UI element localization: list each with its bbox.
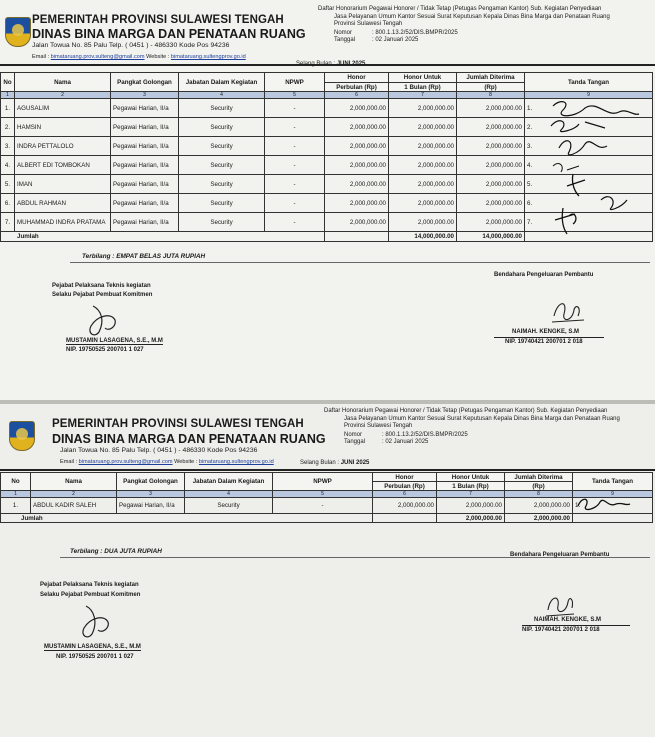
col-header-honor-untuk-sub: 1 Bulan (Rp) [437, 482, 505, 491]
terbilang-rule [70, 262, 650, 263]
signatory-left-title2: Selaku Pejabat Pembuat Komitmen [40, 592, 141, 598]
cell-jumlah: 2,000,000.00 [457, 194, 525, 213]
cell-jumlah: 2,000,000.00 [457, 156, 525, 175]
tanggal-label: Tanggal [344, 439, 366, 446]
cell-no: 1. [1, 498, 31, 514]
website-link[interactable]: bimataruang.sultengprov.go.id [170, 54, 246, 60]
nomor-value: : 800.1.13.2/52/DIS.BMPR/2025 [382, 431, 468, 438]
table-row [1, 498, 653, 514]
description-line: Jasa Pelayanan Umum Kantor Sesuai Surat Keputusan Kepala Dinas Bina Marga dan Penataan Ruang [344, 415, 620, 422]
cell-jumlah: 2,000,000.00 [457, 175, 525, 194]
signature-left-icon [72, 600, 132, 644]
cell-honor: 2,000,000.00 [325, 175, 389, 194]
cell-nama: MUHAMMAD INDRA PRATAMA [15, 213, 111, 232]
terbilang: Terbilang : DUA JUTA RUPIAH [70, 548, 162, 555]
total-jumlah: 14,000,000.00 [457, 232, 525, 242]
cell-nama: AGUSALIM [15, 99, 111, 118]
province-emblem-icon [9, 421, 35, 451]
col-header-npwp: NPWP [265, 73, 325, 92]
signature-7-icon [555, 208, 576, 234]
cell-no: 4. [1, 156, 15, 175]
cell-honor-bulan: 2,000,000.00 [437, 498, 505, 514]
cell-jabatan: Security [179, 194, 265, 213]
cell-honor: 2,000,000.00 [325, 213, 389, 232]
signatory-left-name: MUSTAMIN LASAGENA, S.E., M.M [66, 338, 163, 344]
cell-golongan: Pegawai Harian, II/a [111, 175, 179, 194]
cell-honor-bulan: 2,000,000.00 [389, 99, 457, 118]
cell-golongan: Pegawai Harian, II/a [111, 156, 179, 175]
description-line: Provinsi Sulawesi Tengah [334, 21, 403, 28]
cell-honor-bulan: 2,000,000.00 [389, 137, 457, 156]
col-header-honor: Honor [325, 73, 389, 83]
total-honor-bulan: 14,000,000.00 [389, 232, 457, 242]
signatory-right-nip: NIP. 19740421 200701 2 018 [522, 627, 600, 633]
total-row [1, 514, 653, 523]
signature-2-icon [551, 121, 605, 132]
cell-honor: 2,000,000.00 [325, 99, 389, 118]
cell-signature: 4. [525, 156, 653, 175]
cell-no: 6. [1, 194, 15, 213]
cell-honor: 2,000,000.00 [325, 194, 389, 213]
terbilang-value: EMPAT BELAS JUTA RUPIAH [116, 253, 206, 260]
cell-jumlah: 2,000,000.00 [457, 213, 525, 232]
signature-3-icon [559, 141, 607, 155]
cell-npwp: - [273, 498, 373, 514]
total-jumlah: 2,000,000.00 [505, 514, 573, 523]
col-header-jumlah-sub: (Rp) [505, 482, 573, 491]
cell-jumlah: 2,000,000.00 [457, 118, 525, 137]
signatory-right-title: Bendahara Pengeluaran Pembantu [494, 272, 594, 278]
signature-4-icon [553, 164, 579, 172]
signatory-left-name: MUSTAMIN LASAGENA, S.E., M.M [44, 644, 141, 650]
signatory-right-title: Bendahara Pengeluaran Pembantu [510, 552, 610, 558]
description-line: Jasa Pelayanan Umum Kantor Sesuai Surat Keputusan Kepala Dinas Bina Marga dan Penataan Ruang [334, 13, 610, 20]
letterhead-rule [0, 469, 655, 471]
cell-npwp: - [265, 137, 325, 156]
period-value: JUNI 2025 [336, 61, 366, 67]
cell-golongan: Pegawai Harian, II/a [111, 194, 179, 213]
signatory-left-nip: NIP. 19750525 200701 1 027 [66, 347, 144, 353]
cell-golongan: Pegawai Harian, II/a [111, 213, 179, 232]
cell-npwp: - [265, 118, 325, 137]
website-link[interactable]: bimataruang.sultengprov.go.id [198, 459, 274, 465]
signature-6-icon [601, 197, 627, 210]
cell-nama: ABDUL KADIR SALEH [31, 498, 117, 514]
col-header-jumlah: Jumlah Diterima [457, 73, 525, 83]
email-link[interactable]: bimataruang.prov.sulteng@gmail.com [78, 459, 173, 465]
column-number-row: 1 2 3 4 5 6 7 8 9 [1, 92, 653, 99]
column-number-row: 1 2 3 4 5 6 7 8 9 [1, 491, 653, 498]
cell-honor-bulan: 2,000,000.00 [389, 175, 457, 194]
email-link[interactable]: bimataruang.prov.sulteng@gmail.com [50, 54, 145, 60]
letterhead-line1: PEMERINTAH PROVINSI SULAWESI TENGAH [52, 418, 304, 430]
cell-jabatan: Security [179, 175, 265, 194]
description-line: Provinsi Sulawesi Tengah [344, 423, 413, 430]
terbilang-value: DUA JUTA RUPIAH [104, 548, 162, 555]
letterhead-address: Jalan Towua No. 85 Palu Telp. ( 0451 ) - 486330 Kode Pos 94236 [60, 447, 258, 454]
cell-signature: 1. [573, 498, 653, 514]
nomor-value: : 800.1.13.2/52/DIS.BMPR/2025 [372, 29, 458, 36]
signature-right-icon [548, 296, 588, 328]
cell-jabatan: Security [179, 213, 265, 232]
cell-golongan: Pegawai Harian, II/a [111, 118, 179, 137]
col-header-jumlah: Jumlah Diterima [505, 473, 573, 482]
cell-honor-bulan: 2,000,000.00 [389, 118, 457, 137]
description-line: Daftar Honorarium Pegawai Honorer / Tidak Tetap (Petugas Pengaman Kantor) Sub. Kegiatan Penyediaan [318, 6, 602, 12]
signature-left-icon [75, 298, 145, 340]
cell-honor-bulan: 2,000,000.00 [389, 213, 457, 232]
cell-nama: HAMSIN [15, 118, 111, 137]
signature-column-scribbles [572, 494, 642, 516]
signatory-left-nip: NIP. 19750525 200701 1 027 [56, 654, 134, 660]
description-line: Daftar Honorarium Pegawai Honorer / Tidak Tetap (Petugas Pengaman Kantor) Sub. Kegiatan Penyediaan [324, 408, 608, 414]
cell-signature: 3. [525, 137, 653, 156]
tanggal-value: : 02 Januari 2025 [372, 37, 419, 44]
col-header-npwp: NPWP [273, 473, 373, 491]
col-header-golongan: Pangkat Golongan [111, 73, 179, 92]
terbilang: Terbilang : EMPAT BELAS JUTA RUPIAH [82, 253, 206, 260]
total-label: Jumlah [1, 514, 373, 523]
cell-golongan: Pegawai Harian, II/a [111, 99, 179, 118]
signatory-right-name: NAIMAH. KENGKE, S.M [534, 617, 602, 623]
period: Selang Bulan : JUNI 2025 [300, 460, 370, 466]
cell-jabatan: Security [185, 498, 273, 514]
col-header-jumlah-sub: (Rp) [457, 83, 525, 92]
cell-jabatan: Security [179, 118, 265, 137]
col-header-ttd: Tanda Tangan [573, 473, 653, 491]
document-meta [324, 408, 620, 447]
period: Selang Bulan : JUNI 2025 [296, 61, 366, 67]
cell-jumlah: 2,000,000.00 [457, 137, 525, 156]
cell-npwp: - [265, 213, 325, 232]
col-header-honor-untuk: Honor Untuk [437, 473, 505, 482]
col-header-honor: Honor [373, 473, 437, 482]
tanggal-label: Tanggal [334, 37, 356, 44]
letterhead-contact: Email : bimataruang.prov.sulteng@gmail.com Website : bimataruang.sultengprov.go.id [32, 54, 246, 60]
cell-signature: 6. [525, 194, 653, 213]
tanggal-value: : 02 Januari 2025 [382, 439, 429, 446]
cell-honor: 2,000,000.00 [325, 137, 389, 156]
col-header-jabatan: Jabatan Dalam Kegiatan [179, 73, 265, 92]
col-header-honor-sub: Perbulan (Rp) [373, 482, 437, 491]
document-page-2 [0, 404, 655, 737]
cell-signature: 7. [525, 213, 653, 232]
cell-nama: ALBERT EDI TOMBOKAN [15, 156, 111, 175]
col-header-jabatan: Jabatan Dalam Kegiatan [185, 473, 273, 491]
cell-jumlah: 2,000,000.00 [457, 99, 525, 118]
cell-honor: 2,000,000.00 [373, 498, 437, 514]
cell-signature: 1. [525, 99, 653, 118]
letterhead-address: Jalan Towua No. 85 Palu Telp. ( 0451 ) - 486330 Kode Pos 94236 [32, 42, 230, 49]
cell-nama: INDRA PETTALOLO [15, 137, 111, 156]
letterhead-contact: Email : bimataruang.prov.sulteng@gmail.com Website : bimataruang.sultengprov.go.id [60, 459, 274, 465]
cell-golongan: Pegawai Harian, II/a [117, 498, 185, 514]
col-header-no: No [1, 473, 31, 491]
document-meta [318, 6, 610, 45]
nomor-label: Nomor [334, 29, 353, 36]
cell-nama: IMAN [15, 175, 111, 194]
cell-no: 3. [1, 137, 15, 156]
signature-1-icon [578, 499, 630, 509]
cell-npwp: - [265, 175, 325, 194]
col-header-honor-sub: Perbulan (Rp) [325, 83, 389, 92]
cell-honor-bulan: 2,000,000.00 [389, 156, 457, 175]
letterhead-line2: DINAS BINA MARGA DAN PENATAAN RUANG [32, 27, 306, 41]
cell-npwp: - [265, 156, 325, 175]
province-emblem-icon [5, 17, 31, 47]
cell-jabatan: Security [179, 137, 265, 156]
col-header-nama: Nama [31, 473, 117, 491]
col-header-no: No [1, 73, 15, 92]
period-value: JUNI 2025 [340, 460, 370, 466]
cell-golongan: Pegawai Harian, II/a [111, 137, 179, 156]
signature-1-icon [553, 102, 639, 116]
col-header-ttd: Tanda Tangan [525, 73, 653, 92]
signatory-left-title1: Pejabat Pelaksana Teknis kegiatan [40, 582, 139, 588]
signature-right-icon [540, 590, 580, 620]
col-header-honor-untuk-sub: 1 Bulan (Rp) [389, 83, 457, 92]
cell-no: 7. [1, 213, 15, 232]
cell-jumlah: 2,000,000.00 [505, 498, 573, 514]
signatory-right-nip: NIP. 19740421 200701 2 018 [505, 339, 583, 345]
letterhead-line2: DINAS BINA MARGA DAN PENATAAN RUANG [52, 432, 326, 446]
right-name-rule [494, 337, 604, 338]
honorarium-table [0, 472, 653, 523]
cell-honor-bulan: 2,000,000.00 [389, 194, 457, 213]
signature-5-icon [567, 174, 585, 196]
signature-column-scribbles [545, 96, 655, 241]
col-header-golongan: Pangkat Golongan [117, 473, 185, 491]
cell-npwp: - [265, 194, 325, 213]
cell-jabatan: Security [179, 156, 265, 175]
cell-honor: 2,000,000.00 [325, 118, 389, 137]
cell-signature: 2. [525, 118, 653, 137]
total-label: Jumlah [1, 232, 325, 242]
cell-jabatan: Security [179, 99, 265, 118]
col-header-honor-untuk: Honor Untuk [389, 73, 457, 83]
cell-npwp: - [265, 99, 325, 118]
cell-no: 2. [1, 118, 15, 137]
signatory-left-title2: Selaku Pejabat Pembuat Komitmen [52, 292, 153, 298]
signatory-right-name: NAIMAH. KENGKE, S.M [512, 329, 580, 335]
cell-nama: ABDUL RAHMAN [15, 194, 111, 213]
cell-no: 1. [1, 99, 15, 118]
cell-signature: 5. [525, 175, 653, 194]
col-header-nama: Nama [15, 73, 111, 92]
signatory-left-title1: Pejabat Pelaksana Teknis kegiatan [52, 283, 151, 289]
cell-no: 5. [1, 175, 15, 194]
nomor-label: Nomor [344, 431, 363, 438]
total-honor-bulan: 2,000,000.00 [437, 514, 505, 523]
letterhead-line1: PEMERINTAH PROVINSI SULAWESI TENGAH [32, 14, 284, 26]
right-name-rule [522, 625, 630, 626]
cell-honor: 2,000,000.00 [325, 156, 389, 175]
